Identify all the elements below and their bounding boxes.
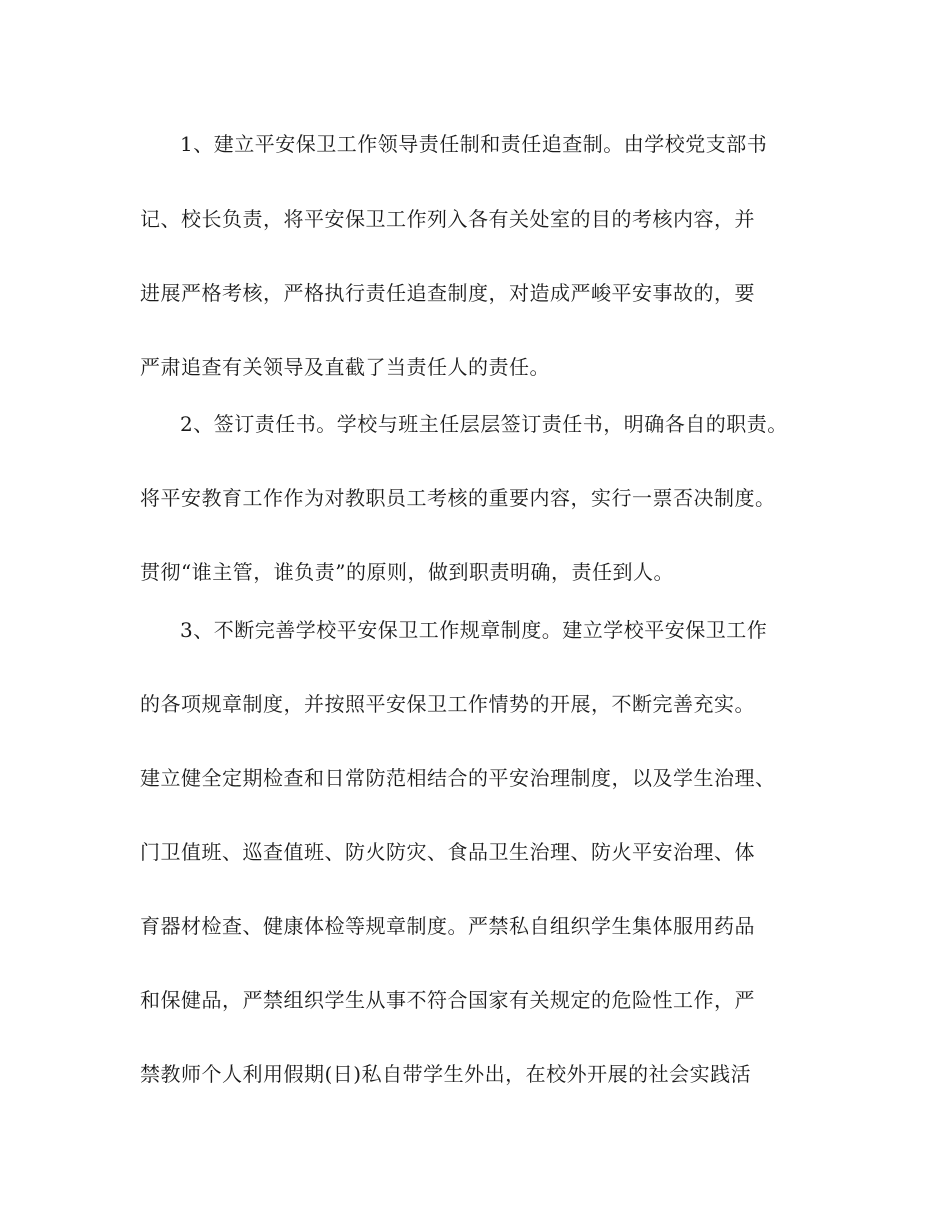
paragraph-1-line-2: 记、校长负责，将平安保卫工作列入各有关处室的目的考核内容，并 [140, 207, 755, 231]
paragraph-2-line-2: 将平安教育工作作为对教职员工考核的重要内容，实行一票否决制度。 [140, 486, 776, 510]
paragraph-1-line-1: 1、建立平安保卫工作领导责任制和责任追查制。由学校党支部书 [180, 132, 768, 156]
paragraph-2-line-1: 2、签订责任书。学校与班主任层层签订责任书，明确各自的职责。 [180, 412, 788, 436]
paragraph-1-line-4: 严肃追查有关领导及直截了当责任人的责任。 [140, 355, 550, 379]
paragraph-3-line-1: 3、不断完善学校平安保卫工作规章制度。建立学校平安保卫工作 [180, 618, 768, 642]
paragraph-3-line-7: 禁教师个人利用假期(日)私自带学生外出，在校外开展的社会实践活 [140, 1062, 752, 1086]
paragraph-2-line-3: 贯彻“谁主管，谁负责”的原则，做到职责明确，责任到人。 [140, 560, 674, 584]
paragraph-3-line-3: 建立健全定期检查和日常防范相结合的平安治理制度，以及学生治理、 [140, 766, 776, 790]
paragraph-3-line-5: 育器材检查、健康体检等规章制度。严禁私自组织学生集体服用药品 [140, 914, 755, 938]
paragraph-1-line-3: 进展严格考核，严格执行责任追查制度，对造成严峻平安事故的，要 [140, 281, 755, 305]
paragraph-3-line-6: 和保健品，严禁组织学生从事不符合国家有关规定的危险性工作，严 [140, 988, 755, 1012]
paragraph-3-line-4: 门卫值班、巡查值班、防火防灾、食品卫生治理、防火平安治理、体 [140, 840, 755, 864]
paragraph-3-line-2: 的各项规章制度，并按照平安保卫工作情势的开展，不断完善充实。 [140, 692, 755, 716]
